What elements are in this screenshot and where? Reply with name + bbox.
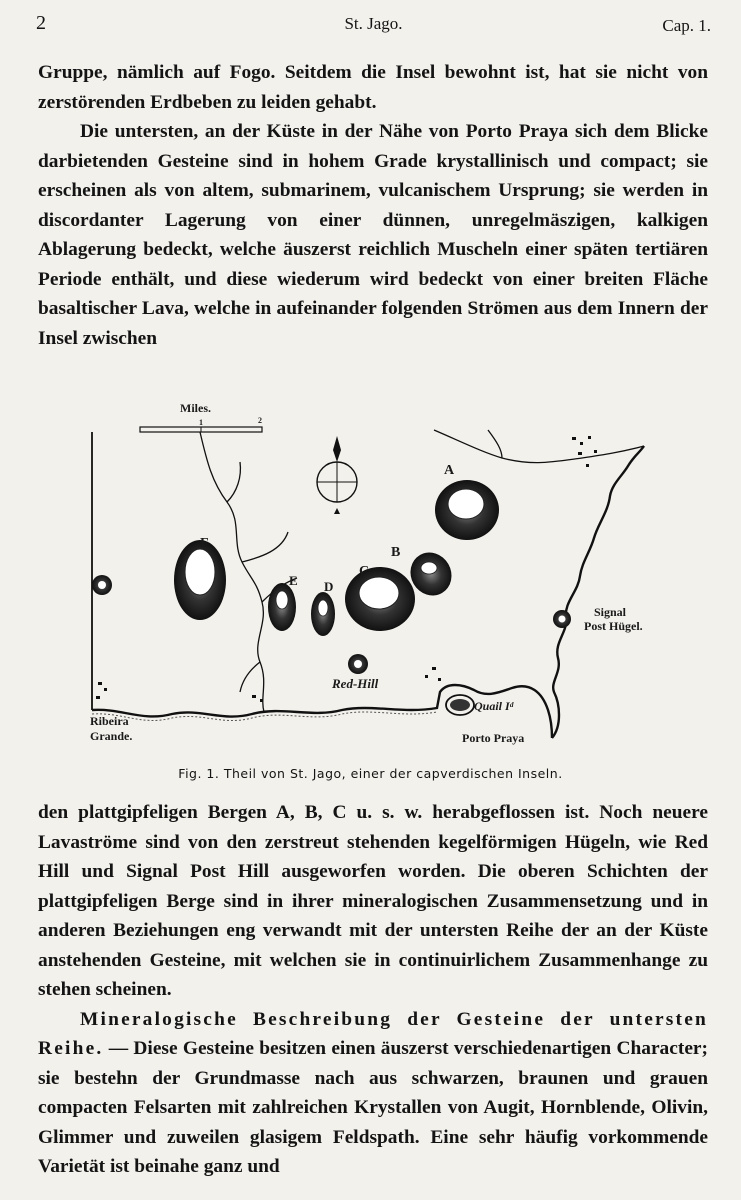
hill-D bbox=[311, 592, 335, 636]
section-paragraph bbox=[38, 1005, 708, 1182]
section-body: — Diese Gesteine besitzen einen äuszerst verschiedenartigen Character; sie bestehn der Grundmasse nach aus schwarzen, braunen und grauen compacten Felsarten mit zahlreichen Krystallen von Augit, Hornblende, Olivin, Glimmer und zuweilen glasigem Feldspath. Eine sehr häufig vorkommende Varietät ist beinahe ganz und bbox=[38, 1038, 708, 1177]
page-header bbox=[36, 12, 711, 42]
hill-A bbox=[435, 480, 499, 540]
scale-bar bbox=[140, 427, 262, 432]
hill-C bbox=[345, 567, 415, 631]
paragraph: Gruppe, nämlich auf Fogo. Seitdem die Insel bewohnt ist, hat sie nicht von zerstörenden Erdbeben zu leiden gehabt. bbox=[38, 62, 708, 113]
signal-post-hill-mark bbox=[553, 610, 571, 628]
place-label: Red-Hill bbox=[332, 676, 379, 691]
hill-label: B bbox=[391, 545, 401, 560]
scale-title: Miles. bbox=[180, 401, 211, 415]
text-block-bottom bbox=[38, 798, 708, 1182]
hill-label: F bbox=[200, 536, 209, 551]
red-hill-mark bbox=[348, 654, 368, 674]
hill-label: C bbox=[359, 564, 370, 579]
hill-F bbox=[174, 540, 226, 620]
hill-label: A bbox=[444, 463, 455, 478]
hill-label: E bbox=[289, 573, 298, 588]
text-block-top bbox=[38, 58, 708, 353]
running-title: St. Jago. bbox=[344, 14, 403, 33]
figure-caption: Fig. 1. Theil von St. Jago, einer der capverdischen Inseln. bbox=[178, 766, 563, 781]
hill-label: D bbox=[324, 579, 334, 594]
place-label: Ribeira bbox=[90, 714, 129, 728]
paragraph: den plattgipfeligen Bergen A, B, C u. s. w. herabgeflossen ist. Noch neuere Lavaströme sind von den zerstreut stehenden kegelförmigen Hügeln, wie Red Hill und Signal Post Hill ausgeworfen worden. Die oberen Schichten der plattgipfeligen Berge sind in ihrer mineralogischen Zusammensetzung und in anderen Beziehungen eng verwandt mit der untersten Reihe der an der Küste anstehenden Gesteine, mit welchen sie in continuirlichem Zusammenhange zu stehen scheinen. bbox=[38, 802, 708, 1000]
scale-tick: 1 bbox=[199, 418, 203, 427]
scale-tick: 2 bbox=[258, 416, 262, 425]
paragraph: Die untersten, an der Küste in der Nähe von Porto Praya sich dem Blicke darbietenden Gesteine sind in hohem Grade krystallinisch und compact; sie erscheinen als von altem, submarinem, vulcanischem Ursprung; sie werden in discordanter Lagerung von einer dünnen, unregelmäszigen, kalkigen Ablagerung bedeckt, welche äuszerst reichlich Muscheln einer späten tertiären Periode enthält, und diese wiederum wird bedeckt von einer breiten Fläche basaltischer Lava, welche in aufeinander folgenden Strömen aus dem Innern der Insel zwischen bbox=[38, 121, 708, 349]
chapter-label: Cap. 1. bbox=[662, 16, 711, 35]
map-figure bbox=[82, 392, 682, 764]
place-label: Post Hügel. bbox=[584, 619, 643, 633]
place-label: Porto Praya bbox=[462, 731, 525, 745]
place-label: Signal bbox=[594, 605, 627, 619]
section-title: Mineralogische Beschreibung der Gesteine der untersten Reihe. bbox=[38, 1008, 708, 1059]
hill-E bbox=[268, 583, 296, 631]
settlement-marks bbox=[96, 436, 597, 702]
place-label: Grande. bbox=[90, 729, 133, 743]
page-number: 2 bbox=[36, 12, 46, 34]
quail-island bbox=[446, 695, 474, 715]
place-label: Quail Iᵈ bbox=[474, 699, 514, 713]
small-hill-left bbox=[92, 575, 112, 595]
compass-rose-icon bbox=[317, 436, 357, 514]
